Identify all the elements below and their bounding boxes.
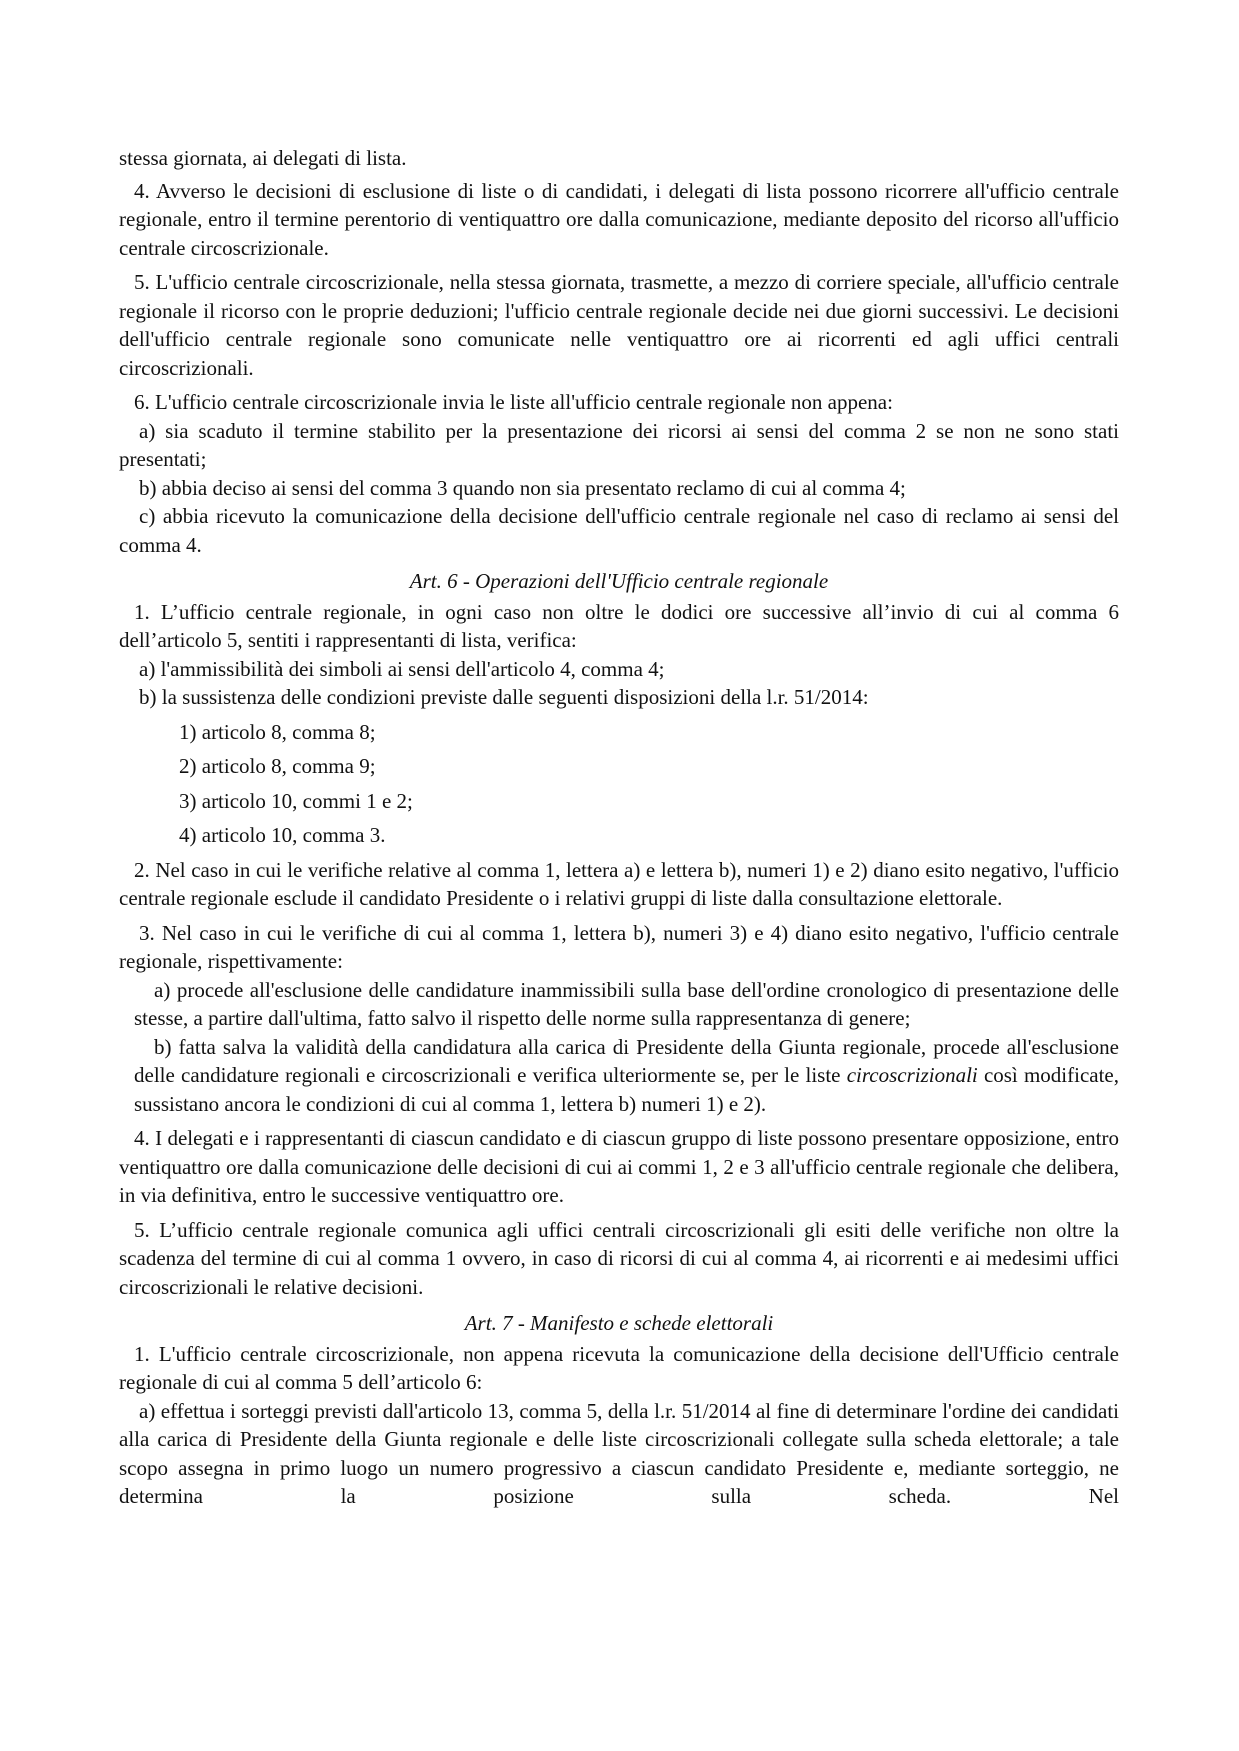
art6-comma-5: 5. L’ufficio centrale regionale comunica agli uffici centrali circoscrizionali gli esiti delle verifiche non oltre la scadenza del termine di cui al comma 1 ovvero, in caso di ricorsi di cui al comma 4, ai ricorrenti e ai medesimi uffici circoscrizionali le relative decisioni. <box>119 1217 1119 1299</box>
art6-numero-3: 3) articolo 10, commi 1 e 2; <box>179 788 413 813</box>
art6-heading: Art. 6 - Operazioni dell'Ufficio centrale regionale <box>409 569 829 593</box>
art5-comma-6-b: b) abbia deciso ai sensi del comma 3 quando non sia presentato reclamo di cui al comma 4; <box>139 475 906 500</box>
art7-comma-1: 1. L'ufficio centrale circoscrizionale, non appena ricevuta la comunicazione della decisione dell'Ufficio centrale regionale di cui al comma 5 dell’articolo 6: <box>119 1341 1119 1394</box>
document-body <box>119 144 1119 1511</box>
art5-comma-5: 5. L'ufficio centrale circoscrizionale, nella stessa giornata, trasmette, a mezzo di corriere speciale, all'ufficio centrale regionale il ricorso con le proprie deduzioni; l'ufficio centrale regionale decide nei due giorni successivi. Le decisioni dell'ufficio centrale regionale sono comunicate nelle ventiquattro ore ai ricorrenti ed agli uffici centrali circoscrizionali. <box>119 270 1119 380</box>
art6-comma-1-b: b) la sussistenza delle condizioni previste dalle seguenti disposizioni della l.r. 51/2014: <box>139 685 869 709</box>
art5-comma-6-a: a) sia scaduto il termine stabilito per la presentazione dei ricorsi ai sensi del comma 2 se non ne sono stati presentati; <box>119 418 1119 471</box>
art5-comma-6: 6. L'ufficio centrale circoscrizionale invia le liste all'ufficio centrale regionale non appena: <box>134 390 893 414</box>
art6-comma-4: 4. I delegati e i rappresentanti di ciascun candidato e di ciascun gruppo di liste possono presentare opposizione, entro ventiquattro ore dalla comunicazione delle decisioni di cui ai commi 1, 2 e 3 all'ufficio centrale regionale che delibera, in via definitiva, entro le successive ventiquattro ore. <box>119 1126 1119 1207</box>
art6-comma-3-a: a) procede all'esclusione delle candidature inammissibili sulla base dell'ordine cronologico di presentazione delle stesse, a partire dall'ultima, fatto salvo il rispetto delle norme sulla rappresentanza di genere; <box>134 977 1119 1030</box>
art6-comma-1: 1. L’ufficio centrale regionale, in ogni caso non oltre le dodici ore successive all’invio di cui al comma 6 dell’articolo 5, sentiti i rappresentanti di lista, verifica: <box>119 599 1119 652</box>
art6-comma-3-b-text-2: così modificate, sussistano ancora le condizioni di cui al comma 1, lettera b) numeri 1) e 2). <box>134 1063 1120 1116</box>
art6-comma-3: 3. Nel caso in cui le verifiche di cui al comma 1, lettera b), numeri 3) e 4) diano esito negativo, l'ufficio centrale regionale, rispettivamente: <box>119 920 1119 973</box>
art6-comma-2: 2. Nel caso in cui le verifiche relative al comma 1, lettera a) e lettera b), numeri 1) e 2) diano esito negativo, l'ufficio centrale regionale esclude il candidato Presidente o i relativi gruppi di liste dalla consultazione elettorale. <box>119 857 1119 910</box>
art7-heading: Art. 7 - Manifesto e schede elettorali <box>464 1311 774 1335</box>
art7-comma-1-a: a) effettua i sorteggi previsti dall'articolo 13, comma 5, della l.r. 51/2014 al fine di determinare l'ordine dei candidati alla carica di Presidente della Giunta regionale e delle liste circoscrizionali collegate sulla scheda elettorale; a tale scopo assegna in primo luogo un numero progressivo a ciascun candidato Presidente e, mediante sorteggio, ne determina la posizione sulla scheda. Nel <box>119 1398 1119 1508</box>
art5-comma-4: 4. Avverso le decisioni di esclusione di liste o di candidati, i delegati di lista possono ricorrere all'ufficio centrale regionale, entro il termine perentorio di ventiquattro ore dalla comunicazione, mediante deposito del ricorso all'ufficio centrale circoscrizionale. <box>119 178 1119 260</box>
continuation-text: stessa giornata, ai delegati di lista. <box>119 146 407 170</box>
art5-comma-6-c: c) abbia ricevuto la comunicazione della decisione dell'ufficio centrale regionale nel caso di reclamo ai sensi del comma 4. <box>119 504 1119 557</box>
art6-comma-3-b-emphasis: circoscrizionali <box>846 1063 978 1087</box>
art6-numero-1: 1) articolo 8, comma 8; <box>179 719 376 744</box>
art6-numero-4: 4) articolo 10, comma 3. <box>179 823 386 847</box>
art6-comma-1-a: a) l'ammissibilità dei simboli ai sensi dell'articolo 4, comma 4; <box>139 656 665 681</box>
art6-numero-2: 2) articolo 8, comma 9; <box>179 754 376 778</box>
art6-comma-3-b-text-1: b) fatta salva la validità della candidatura alla carica di Presidente della Giunta regionale, procede all'esclusione delle candidature regionali e circoscrizionali e verifica ulteriormente se, per le liste <box>134 1034 1119 1087</box>
art6-comma-3-b <box>119 1033 1119 1119</box>
